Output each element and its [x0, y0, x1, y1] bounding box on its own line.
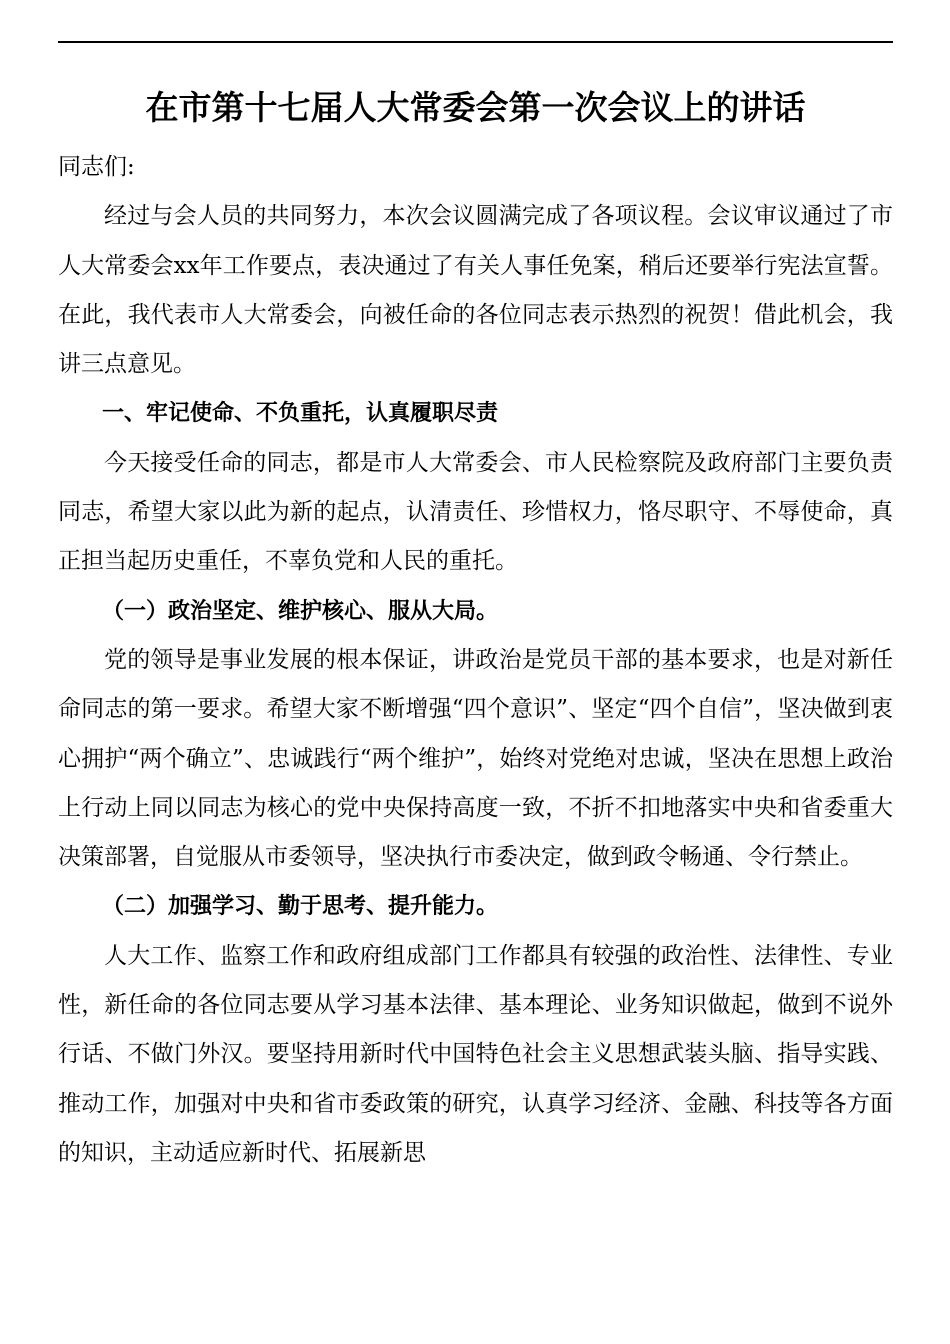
section-heading-1: 一、牢记使命、不负重托，认真履职尽责 — [102, 401, 499, 427]
document-body — [58, 143, 893, 1178]
document-title: 在市第十七届人大常委会第一次会议上的讲话 — [145, 88, 806, 128]
paragraph-subsection-2: 人大工作、监察工作和政府组成部门工作都具有较强的政治性、法律性、专业性，新任命的各位同志要从学习基本法律、基本理论、业务知识做起，做到不说外行话、不做门外汉。要坚持用新时代中国特色社会主义思想武装头脑、指导实践、推动工作，加强对中央和省市委政策的研究，认真学习经济、金融、科技等各方面的知识，主动适应新时代、拓展新思 — [58, 942, 893, 1166]
paragraph-subsection-1: 党的领导是事业发展的根本保证，讲政治是党员干部的基本要求，也是对新任命同志的第一要求。希望大家不断增强“四个意识”、坚定“四个自信”，坚决做到衷心拥护“两个确立”、忠诚践行“两个维护”，始终对党绝对忠诚，坚决在思想上政治上行动上同以同志为核心的党中央保持高度一致，不折不扣地落实中央和省委重大决策部署，自觉服从市委领导，坚决执行市委决定，做到政令畅通、令行禁止。 — [58, 646, 893, 871]
subsection-heading-1: （一）政治坚定、维护核心、服从大局。 — [102, 598, 499, 624]
top-rule — [58, 41, 893, 43]
paragraph-opening: 经过与会人员的共同努力，本次会议圆满完成了各项议程。会议审议通过了市人大常委会xx年工作要点，表决通过了有关人事任免案，稍后还要举行宪法宣誓。在此，我代表市人大常委会，向被任命的各位同志表示热烈的祝贺！借此机会，我讲三点意见。 — [58, 203, 893, 378]
subsection-heading-2: （二）加强学习、勤于思考、提升能力。 — [102, 894, 499, 920]
salutation: 同志们: — [58, 154, 135, 180]
paragraph-section-1: 今天接受任命的同志，都是市人大常委会、市人民检察院及政府部门主要负责同志，希望大家以此为新的起点，认清责任、珍惜权力，恪尽职守、不辱使命，真正担当起历史重任，不辜负党和人民的重托。 — [58, 449, 893, 575]
